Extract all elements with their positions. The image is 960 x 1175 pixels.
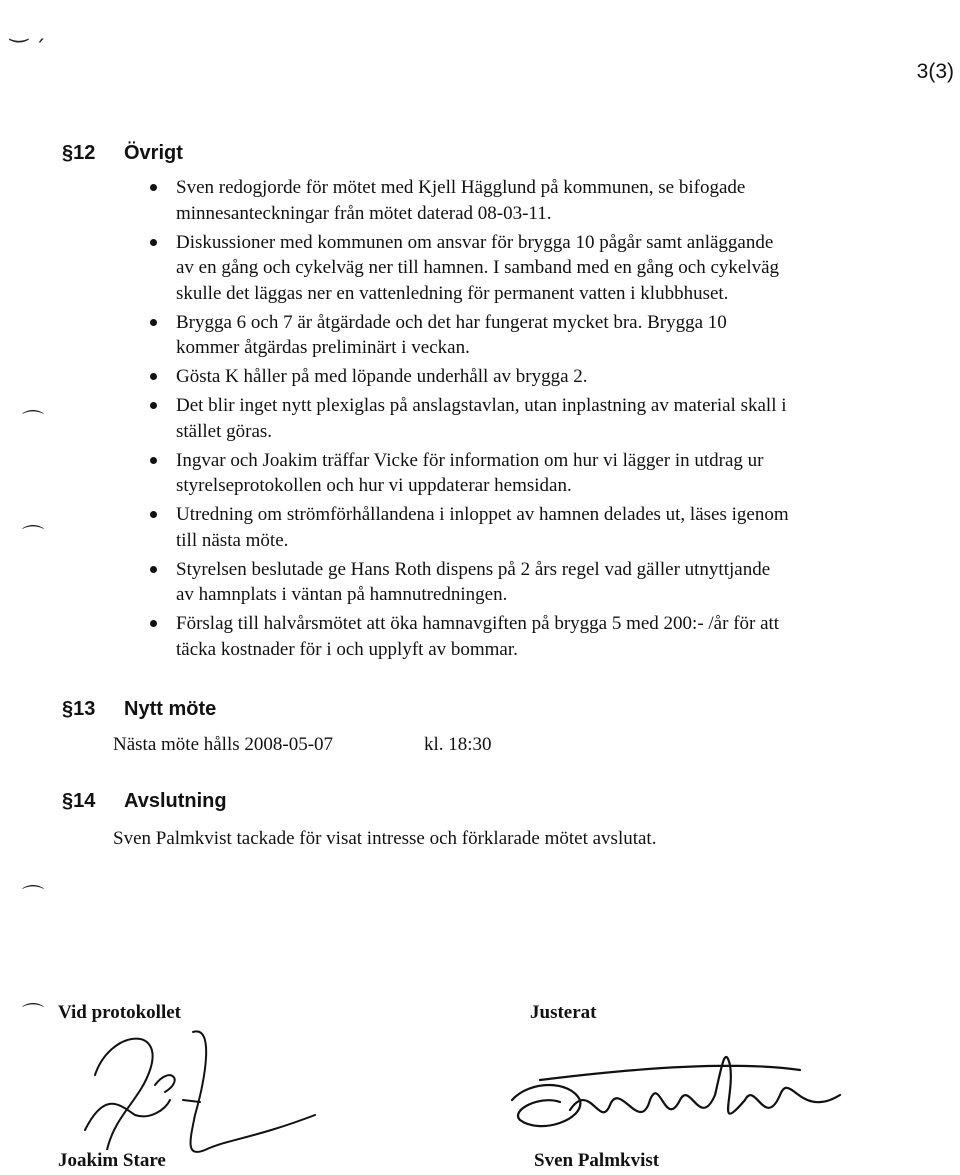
scan-mark: ⌒ <box>22 410 45 435</box>
scan-artifact-top-left: ‿ ˏ <box>10 18 46 43</box>
section-number: §14 <box>62 790 96 812</box>
section-13-heading <box>62 698 216 721</box>
list-item: Förslag till halvårsmötet att öka hamnavgiften på brygga 5 med 200:- /år för att täcka kostnader för i och upplyft av bommar. <box>150 611 790 662</box>
scan-mark: ⌒ <box>22 1003 45 1028</box>
scan-mark: ⌒ <box>22 885 45 910</box>
signature-sven-palmkvist <box>500 1040 860 1160</box>
signature-joakim-stare <box>55 1020 335 1160</box>
list-item: Det blir inget nytt plexiglas på anslagstavlan, utan inplastning av material skall i stället göras. <box>150 393 790 444</box>
list-item: Diskussioner med kommunen om ansvar för brygga 10 pågår samt anläggande av en gång och cykelväg ner till hamnen. I samband med en gång och cykelväg skulle det läggas ner en vattenledning för permanent vatten i klubbhuset. <box>150 230 790 307</box>
section-12-heading <box>62 142 183 165</box>
section-number: §13 <box>62 698 96 720</box>
section-12-list <box>150 175 790 666</box>
page-number: 3(3) <box>916 60 954 83</box>
list-item: Brygga 6 och 7 är åtgärdade och det har fungerat mycket bra. Brygga 10 kommer åtgärdas preliminärt i veckan. <box>150 310 790 361</box>
list-item: Ingvar och Joakim träffar Vicke för information om hur vi lägger in utdrag ur styrelseprotokollen och hur vi uppdaterar hemsidan. <box>150 448 790 499</box>
next-meeting-text: Nästa möte hålls 2008-05-07 <box>113 734 334 755</box>
signature-label-right: Justerat <box>530 1002 597 1023</box>
section-title: Övrigt <box>124 142 183 164</box>
list-item: Utredning om strömförhållandena i inloppet av hamnen delades ut, läses igenom till nästa möte. <box>150 502 790 553</box>
list-item: Styrelsen beslutade ge Hans Roth dispens på 2 års regel vad gäller utnyttjande av hamnplats i väntan på hamnutredningen. <box>150 557 790 608</box>
section-title: Nytt möte <box>124 698 217 720</box>
signature-label-left: Vid protokollet <box>58 1002 181 1023</box>
list-item: Gösta K håller på med löpande underhåll av brygga 2. <box>150 364 790 390</box>
section-number: §12 <box>62 142 96 164</box>
next-meeting-time: kl. 18:30 <box>424 734 492 755</box>
signature-name-left: Joakim Stare <box>58 1150 170 1172</box>
signature-name-right: Sven Palmkvist <box>534 1150 663 1172</box>
section-14-heading <box>62 790 227 813</box>
closing-text: Sven Palmkvist tackade för visat intresse och förklarade mötet avslutat. <box>113 828 657 849</box>
scan-mark: ⌒ <box>22 525 45 550</box>
list-item: Sven redogjorde för mötet med Kjell Hägglund på kommunen, se bifogade minnesanteckningar från mötet daterad 08-03-11. <box>150 175 790 226</box>
section-title: Avslutning <box>124 790 227 812</box>
